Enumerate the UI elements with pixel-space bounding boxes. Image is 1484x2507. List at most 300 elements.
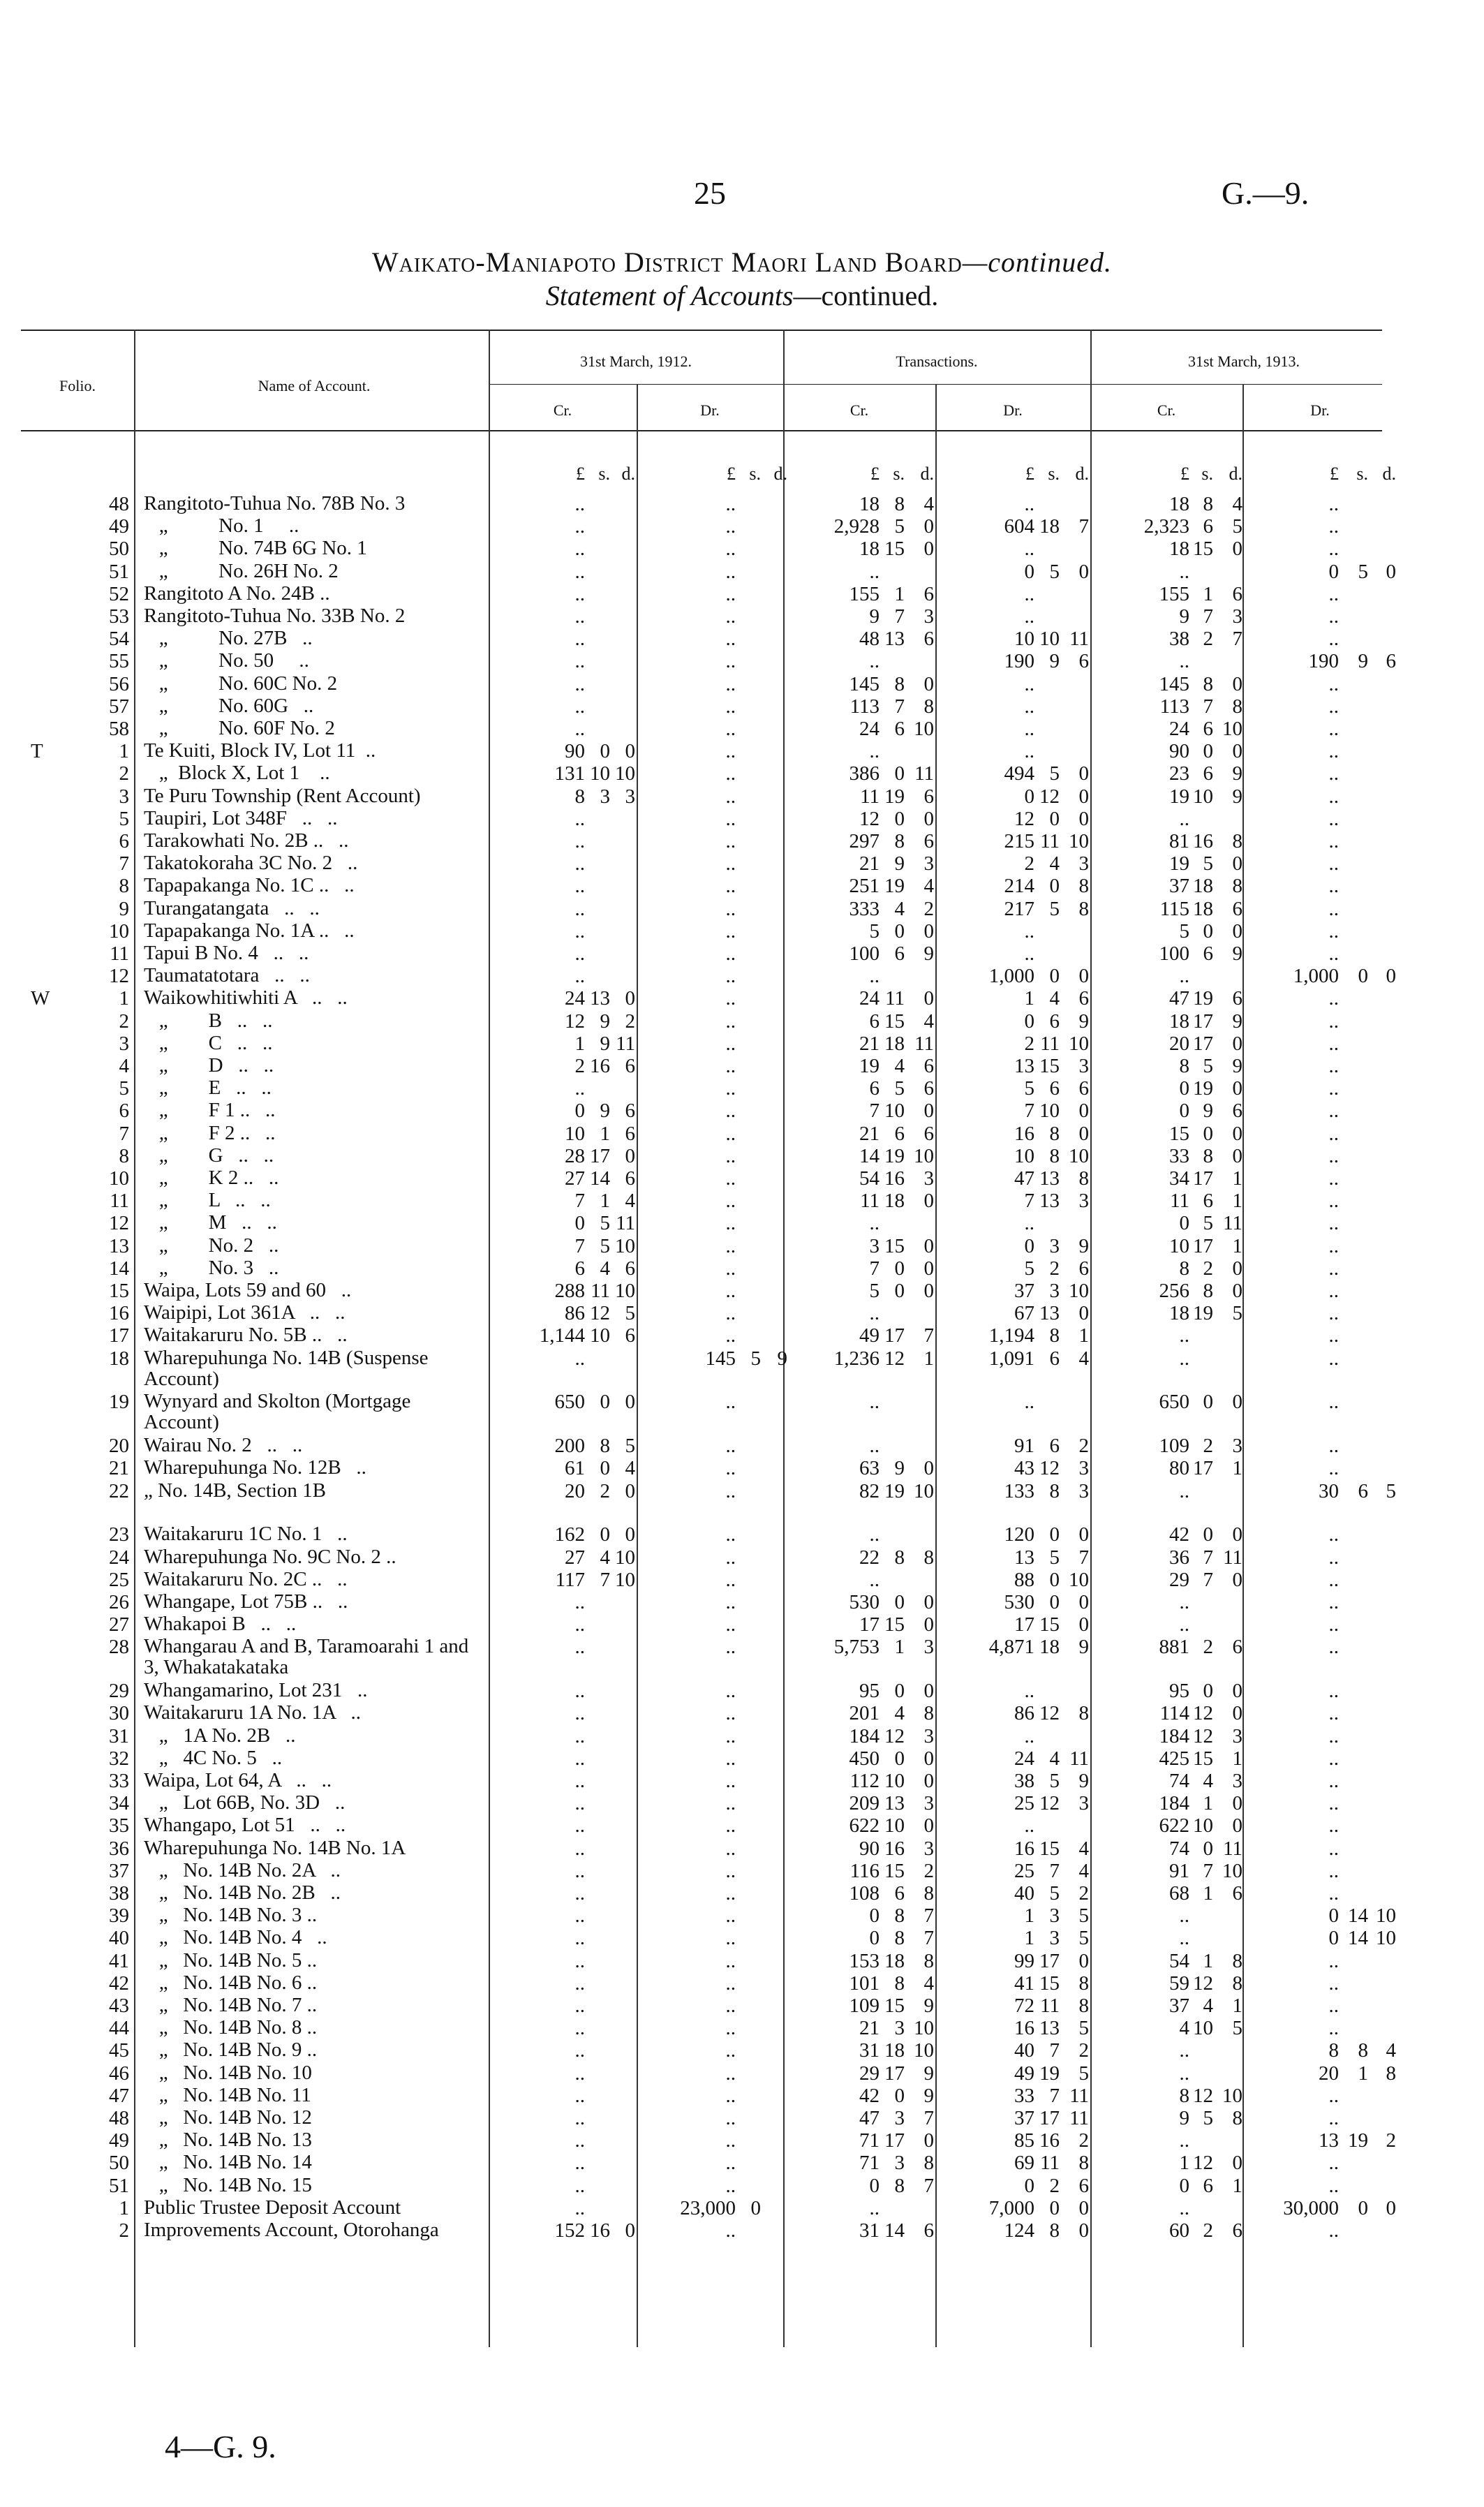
amount-tr-dr-pence: 8	[1078, 1167, 1089, 1190]
folio-number: 9	[119, 897, 129, 920]
amount-tr-cr-pence: 6	[923, 628, 934, 651]
amount-tr-dr-pence: 6	[1078, 650, 1089, 673]
amount-p2-cr-pence: 6	[1232, 2219, 1242, 2242]
amount-p2-dr-pounds: 30,000	[1283, 2196, 1339, 2219]
amount-p1-cr-shillings: 11	[591, 1280, 610, 1302]
amount-tr-cr-pounds: 209	[849, 1792, 880, 1815]
amount-p1-dr-pounds: ..	[725, 1881, 736, 1905]
amount-tr-dr-pounds: 38	[1014, 1769, 1034, 1792]
header-dr-2: Dr.	[1003, 401, 1023, 419]
amount-p1-cr-shillings: 14	[590, 1167, 610, 1190]
account-name: „ No. 14B No. 12	[144, 2106, 312, 2129]
folio-number: 4	[119, 1055, 129, 1077]
folio-number: 28	[109, 1636, 129, 1659]
account-name: „ F 2 .. ..	[144, 1121, 276, 1144]
folio-number: 45	[109, 2039, 129, 2062]
folio-number: 37	[109, 1859, 129, 1882]
amount-p1-dr-pounds: ..	[725, 965, 736, 988]
amount-p1-cr-pounds: ..	[574, 1972, 585, 1995]
amount-tr-cr-pounds: 153	[849, 1949, 880, 1972]
amount-p1-dr-pounds: ..	[725, 560, 736, 583]
amount-tr-cr-pounds: 622	[849, 1814, 880, 1837]
amount-tr-dr-pounds: 124	[1004, 2219, 1034, 2242]
folio-number: 13	[109, 1234, 129, 1257]
amount-p1-dr-pounds: ..	[725, 1167, 736, 1190]
amount-p2-cr-shillings: 0	[1203, 1680, 1213, 1703]
amount-tr-dr-pence: 10	[1069, 1280, 1089, 1302]
money-unit-p2-dr-0: £	[1330, 464, 1339, 484]
amount-tr-cr-shillings: 0	[894, 807, 905, 830]
account-name: „ No. 14B No. 13	[144, 2129, 312, 2152]
amount-tr-dr-pounds: ..	[1024, 493, 1034, 515]
account-name: „ No. 60C No. 2	[144, 672, 338, 695]
folio-number: 32	[109, 1747, 129, 1770]
amount-tr-dr-shillings: 0	[1049, 2196, 1060, 2219]
amount-p1-cr-pounds: ..	[574, 650, 585, 673]
amount-tr-cr-pence: 0	[923, 1280, 934, 1302]
amount-tr-dr-pence: 4	[1078, 1347, 1089, 1370]
amount-tr-dr-pounds: 10	[1014, 628, 1034, 651]
amount-tr-dr-shillings: 3	[1049, 1905, 1060, 1928]
amount-p2-cr-pence: 6	[1232, 987, 1242, 1010]
amount-tr-dr-pounds: 0	[1024, 1234, 1034, 1257]
amount-p1-cr-pounds: ..	[574, 582, 585, 605]
amount-p2-cr-pounds: 8	[1179, 1257, 1189, 1280]
amount-p2-cr-shillings: 6	[1203, 2174, 1213, 2197]
document-reference: G.—9.	[1222, 175, 1309, 211]
amount-tr-cr-pence: 8	[923, 1881, 934, 1905]
folio-number: 17	[109, 1324, 129, 1347]
amount-tr-cr-shillings: 7	[894, 695, 905, 718]
folio-number: 11	[110, 1190, 129, 1213]
folio-group: T	[31, 740, 43, 763]
amount-tr-cr-pounds: 31	[859, 2039, 880, 2062]
amount-p2-dr-pounds: ..	[1328, 1435, 1339, 1458]
amount-tr-cr-pence: 6	[923, 582, 934, 605]
amount-p2-cr-pounds: 91	[1169, 1859, 1189, 1882]
amount-tr-cr-shillings: 0	[894, 1257, 905, 1280]
amount-tr-cr-pounds: 112	[849, 1769, 880, 1792]
account-name: „ F 1 .. ..	[144, 1099, 276, 1122]
amount-p1-dr-pounds: ..	[725, 538, 736, 561]
amount-p2-cr-shillings: 19	[1193, 1077, 1213, 1100]
folio-number: 10	[109, 1167, 129, 1190]
amount-p2-dr-shillings: 0	[1358, 965, 1368, 988]
amount-tr-dr-pounds: 43	[1014, 1457, 1034, 1480]
amount-tr-dr-pounds: 13	[1014, 1546, 1034, 1569]
amount-tr-dr-shillings: 19	[1039, 2062, 1060, 2085]
amount-tr-dr-pounds: ..	[1024, 1724, 1034, 1747]
amount-p1-dr-shillings: 5	[750, 1347, 761, 1370]
amount-p1-cr-shillings: 16	[590, 1055, 610, 1077]
account-name: „ Block X, Lot 1 ..	[144, 762, 330, 785]
folio-number: 31	[109, 1724, 129, 1747]
amount-p2-cr-shillings: 12	[1193, 1724, 1213, 1747]
amount-p2-dr-shillings: 14	[1348, 1927, 1368, 1950]
amount-tr-dr-pence: 5	[1078, 1905, 1089, 1928]
amount-p2-cr-pounds: 90	[1169, 740, 1189, 763]
amount-p2-cr-pence: 3	[1232, 605, 1242, 628]
amount-p1-cr-pence: 0	[625, 1391, 635, 1414]
amount-p2-cr-shillings: 7	[1203, 695, 1213, 718]
amount-p2-cr-pounds: 184	[1159, 1724, 1189, 1747]
amount-tr-dr-pounds: ..	[1024, 1391, 1034, 1414]
money-unit-tr-cr-1: s.	[893, 464, 905, 484]
amount-p1-dr-pounds: ..	[725, 493, 736, 515]
amount-tr-cr-pence: 0	[923, 1769, 934, 1792]
amount-p1-cr-pounds: ..	[574, 2084, 585, 2107]
title-cont: —continued.	[962, 246, 1113, 278]
amount-tr-dr-shillings: 8	[1049, 1479, 1060, 1502]
amount-tr-dr-shillings: 0	[1049, 1568, 1060, 1591]
amount-p2-cr-pounds: ..	[1179, 1347, 1189, 1370]
amount-tr-cr-pounds: 6	[869, 1077, 880, 1100]
amount-p1-dr-pounds: ..	[725, 628, 736, 651]
amount-tr-cr-pounds: ..	[869, 2196, 880, 2219]
amount-tr-cr-shillings: 12	[884, 1724, 905, 1747]
amount-p1-dr-pounds: ..	[725, 1613, 736, 1636]
amount-tr-cr-pence: 7	[923, 1905, 934, 1928]
amount-p2-cr-pounds: ..	[1179, 2062, 1189, 2085]
amount-p2-dr-pounds: 20	[1319, 2062, 1339, 2085]
amount-p2-cr-pounds: 650	[1159, 1391, 1189, 1414]
amount-tr-dr-pounds: 217	[1004, 897, 1034, 920]
amount-p2-cr-shillings: 0	[1203, 919, 1213, 942]
folio-number: 1	[119, 740, 129, 763]
account-name: Waikowhitiwhiti A .. ..	[144, 986, 348, 1010]
amount-tr-cr-pounds: 7	[869, 1257, 880, 1280]
amount-p1-cr-shillings: 1	[600, 1122, 610, 1145]
folio-number: 19	[109, 1391, 129, 1414]
amount-p1-dr-pounds: ..	[725, 1837, 736, 1860]
folio-number: 6	[119, 830, 129, 852]
folio-number: 25	[109, 1568, 129, 1591]
amount-tr-cr-shillings: 9	[894, 1457, 905, 1480]
account-name: Te Puru Township (Rent Account)	[144, 784, 421, 807]
amount-tr-dr-shillings: 13	[1039, 1302, 1060, 1325]
amount-p2-dr-pence: 5	[1386, 1479, 1396, 1502]
amount-p1-cr-pounds: 0	[574, 1100, 585, 1123]
amount-p2-cr-pence: 9	[1232, 942, 1242, 965]
amount-tr-dr-pounds: 0	[1024, 1010, 1034, 1033]
amount-p2-cr-pence: 8	[1232, 830, 1242, 852]
account-name: Taupiri, Lot 348F .. ..	[144, 806, 338, 829]
amount-p2-cr-pounds: 34	[1169, 1167, 1189, 1190]
amount-p2-cr-shillings: 2	[1203, 1257, 1213, 1280]
amount-p2-cr-shillings: 0	[1203, 1523, 1213, 1546]
amount-p1-cr-pounds: ..	[574, 2196, 585, 2219]
amount-p1-dr-pounds: ..	[725, 1324, 736, 1347]
amount-p2-cr-pence: 0	[1232, 1814, 1242, 1837]
amount-p2-dr-pounds: ..	[1328, 1032, 1339, 1055]
folio-number: 43	[109, 1994, 129, 2017]
amount-p1-dr-pounds: ..	[725, 2152, 736, 2175]
amount-tr-cr-pence: 0	[923, 1814, 934, 1837]
amount-p2-dr-pounds: ..	[1328, 852, 1339, 875]
amount-p1-dr-pounds: ..	[725, 1302, 736, 1325]
amount-tr-dr-pounds: 33	[1014, 2084, 1034, 2107]
amount-tr-dr-pence: 9	[1078, 1234, 1089, 1257]
amount-p1-cr-pounds: ..	[574, 538, 585, 561]
amount-p2-cr-shillings: 1	[1203, 582, 1213, 605]
amount-tr-dr-shillings: 10	[1039, 628, 1060, 651]
amount-p1-dr-pounds: ..	[725, 1391, 736, 1414]
amount-p2-dr-shillings: 19	[1348, 2129, 1368, 2152]
amount-p2-dr-pounds: ..	[1328, 762, 1339, 785]
amount-p2-dr-pounds: 0	[1328, 560, 1339, 583]
amount-tr-dr-shillings: 0	[1049, 965, 1060, 988]
page-subtitle	[0, 279, 1484, 312]
amount-p2-cr-pence: 11	[1223, 1212, 1242, 1235]
amount-tr-dr-pence: 5	[1078, 1927, 1089, 1950]
amount-tr-dr-pence: 8	[1078, 1702, 1089, 1725]
amount-p2-cr-pounds: ..	[1179, 1927, 1189, 1950]
amount-tr-cr-pounds: 14	[859, 1144, 880, 1167]
account-name: Wynyard and Skolton (Mortgage Account)	[144, 1390, 411, 1434]
amount-tr-dr-shillings: 0	[1049, 807, 1060, 830]
amount-p2-cr-pence: 10	[1222, 718, 1242, 740]
amount-p1-dr-pounds: ..	[725, 942, 736, 965]
folio-number: 41	[109, 1949, 129, 1972]
amount-p2-dr-pounds: ..	[1328, 919, 1339, 942]
amount-tr-dr-pounds: 0	[1024, 785, 1034, 808]
amount-tr-cr-pounds: 155	[849, 582, 880, 605]
amount-p2-cr-pounds: 2,323	[1143, 515, 1189, 538]
folio-number: 26	[109, 1590, 129, 1613]
amount-p1-dr-pounds: ..	[725, 1769, 736, 1792]
amount-tr-cr-pence: 8	[923, 2152, 934, 2175]
folio-number: 48	[109, 2106, 129, 2129]
folio-number: 36	[109, 1837, 129, 1860]
amount-p1-cr-pounds: 6	[574, 1257, 585, 1280]
amount-tr-dr-pounds: 85	[1014, 2129, 1034, 2152]
amount-tr-cr-pounds: 95	[859, 1680, 880, 1703]
money-unit-p1-dr-0: £	[727, 464, 736, 484]
account-name: Improvements Account, Otorohanga	[144, 2218, 439, 2241]
amount-p2-cr-shillings: 5	[1203, 852, 1213, 875]
amount-p2-dr-pounds: ..	[1328, 1167, 1339, 1190]
folio-group: W	[31, 987, 50, 1010]
amount-tr-dr-pounds: 47	[1014, 1167, 1034, 1190]
account-name: „ No. 74B 6G No. 1	[144, 537, 367, 560]
amount-tr-cr-pence: 0	[923, 515, 934, 538]
amount-p2-cr-shillings: 8	[1203, 1144, 1213, 1167]
folio-number: 5	[119, 807, 129, 830]
amount-tr-dr-pence: 7	[1078, 515, 1089, 538]
amount-tr-dr-shillings: 5	[1049, 1546, 1060, 1569]
amount-p2-cr-shillings: 6	[1203, 515, 1213, 538]
amount-p2-cr-pence: 0	[1232, 1792, 1242, 1815]
amount-tr-cr-pounds: 101	[849, 1972, 880, 1995]
amount-tr-cr-pence: 0	[923, 538, 934, 561]
amount-p2-cr-shillings: 5	[1203, 1212, 1213, 1235]
amount-tr-cr-shillings: 5	[894, 1077, 905, 1100]
amount-p2-cr-pence: 9	[1232, 785, 1242, 808]
money-unit-tr-dr-0: £	[1025, 464, 1034, 484]
folio-number: 18	[109, 1347, 129, 1370]
amount-p2-cr-pounds: ..	[1179, 1613, 1189, 1636]
amount-p1-dr-pounds: ..	[725, 695, 736, 718]
amount-p2-dr-pounds: ..	[1328, 942, 1339, 965]
amount-p2-cr-pounds: 80	[1169, 1457, 1189, 1480]
amount-tr-cr-pounds: ..	[869, 1435, 880, 1458]
amount-tr-cr-pence: 6	[923, 1122, 934, 1145]
amount-p2-dr-pounds: ..	[1328, 1100, 1339, 1123]
amount-tr-cr-shillings: 18	[884, 1032, 905, 1055]
amount-p1-dr-pounds: 23,000	[680, 2196, 736, 2219]
amount-p2-dr-pence: 8	[1386, 2062, 1396, 2085]
amount-p1-dr-pounds: ..	[725, 762, 736, 785]
amount-tr-dr-shillings: 4	[1049, 1747, 1060, 1770]
amount-p2-cr-pounds: 100	[1159, 942, 1189, 965]
amount-p2-cr-pounds: 256	[1159, 1280, 1189, 1302]
amount-p2-cr-pence: 0	[1232, 1032, 1242, 1055]
amount-tr-cr-pence: 0	[923, 1100, 934, 1123]
amount-p2-cr-pence: 8	[1232, 1972, 1242, 1995]
amount-tr-dr-pounds: 16	[1014, 1122, 1034, 1145]
amount-p1-cr-pounds: ..	[574, 672, 585, 695]
amount-tr-dr-pounds: 1,000	[988, 965, 1034, 988]
amount-tr-cr-shillings: 0	[894, 1280, 905, 1302]
amount-p1-dr-pounds: ..	[725, 2106, 736, 2129]
amount-tr-dr-pence: 2	[1078, 1881, 1089, 1905]
amount-tr-dr-pounds: 214	[1004, 875, 1034, 898]
amount-p2-dr-pounds: 1,000	[1293, 965, 1339, 988]
amount-tr-dr-pence: 4	[1078, 1837, 1089, 1860]
amount-p2-cr-pounds: 18	[1169, 1010, 1189, 1033]
amount-tr-cr-shillings: 9	[894, 852, 905, 875]
amount-p2-cr-pence: 0	[1232, 1122, 1242, 1145]
amount-tr-cr-pounds: 31	[859, 2219, 880, 2242]
amount-tr-cr-shillings: 0	[894, 919, 905, 942]
amount-p2-dr-pounds: 0	[1328, 1905, 1339, 1928]
amount-p2-cr-pounds: 29	[1169, 1568, 1189, 1591]
amount-p1-cr-pounds: 27	[565, 1167, 585, 1190]
amount-p2-cr-pence: 8	[1232, 1949, 1242, 1972]
amount-p1-cr-pounds: ..	[574, 1949, 585, 1972]
amount-tr-cr-shillings: 3	[894, 2106, 905, 2129]
amount-p2-cr-pounds: 115	[1159, 897, 1189, 920]
amount-p2-dr-pounds: ..	[1328, 740, 1339, 763]
header-dr-1: Dr.	[700, 401, 720, 419]
amount-p2-cr-shillings: 19	[1193, 1302, 1213, 1325]
amount-tr-dr-shillings: 6	[1049, 1010, 1060, 1033]
amount-p2-cr-pounds: 8	[1179, 2084, 1189, 2107]
amount-p1-dr-pounds: ..	[725, 1055, 736, 1077]
account-name: „ No. 14B No. 10	[144, 2061, 312, 2084]
amount-p1-cr-shillings: 5	[600, 1212, 610, 1235]
amount-tr-cr-shillings: 4	[894, 897, 905, 920]
header-cr-1: Cr.	[553, 401, 572, 419]
amount-p2-cr-pence: 0	[1232, 1391, 1242, 1414]
account-name: Rangitoto-Tuhua No. 33B No. 2	[144, 605, 406, 627]
amount-tr-dr-pence: 2	[1078, 2129, 1089, 2152]
amount-tr-dr-shillings: 13	[1039, 1190, 1060, 1213]
amount-tr-dr-pence: 6	[1078, 987, 1089, 1010]
amount-tr-dr-shillings: 15	[1039, 1972, 1060, 1995]
amount-p2-cr-pence: 0	[1232, 1680, 1242, 1703]
amount-p2-cr-shillings: 10	[1193, 2017, 1213, 2040]
amount-tr-cr-shillings: 8	[894, 493, 905, 515]
amount-p2-cr-pounds: 95	[1169, 1680, 1189, 1703]
account-name: Tarakowhati No. 2B .. ..	[144, 829, 349, 852]
amount-p2-cr-pounds: 8	[1179, 1055, 1189, 1077]
amount-p2-cr-shillings: 12	[1193, 1702, 1213, 1725]
amount-tr-dr-pence: 0	[1078, 1949, 1089, 1972]
amount-p2-cr-pence: 4	[1232, 493, 1242, 515]
amount-tr-dr-pounds: 5	[1024, 1077, 1034, 1100]
amount-p2-cr-shillings: 0	[1203, 1122, 1213, 1145]
amount-tr-dr-pence: 5	[1078, 2017, 1089, 2040]
header-period1: 31st March, 1912.	[579, 353, 692, 370]
amount-tr-cr-pence: 10	[914, 2039, 934, 2062]
amount-tr-cr-pounds: 9	[869, 605, 880, 628]
amount-tr-cr-pence: 3	[923, 1167, 934, 1190]
amount-p2-cr-pence: 5	[1232, 1302, 1242, 1325]
amount-p1-cr-pounds: ..	[574, 1724, 585, 1747]
amount-p1-cr-shillings: 8	[600, 1435, 610, 1458]
amount-p1-cr-pounds: 7	[574, 1234, 585, 1257]
amount-p2-cr-pence: 6	[1232, 1100, 1242, 1123]
amount-tr-cr-pence: 3	[923, 1837, 934, 1860]
amount-tr-dr-pounds: 10	[1014, 1144, 1034, 1167]
amount-tr-cr-pounds: 109	[849, 1994, 880, 2017]
amount-tr-dr-shillings: 2	[1049, 2174, 1060, 2197]
amount-tr-dr-pence: 3	[1078, 1457, 1089, 1480]
amount-tr-cr-pence: 7	[923, 2174, 934, 2197]
amount-tr-dr-shillings: 13	[1039, 2017, 1060, 2040]
amount-p1-dr-pounds: ..	[725, 740, 736, 763]
amount-tr-cr-shillings: 18	[884, 2039, 905, 2062]
amount-tr-dr-pounds: 1,194	[988, 1324, 1034, 1347]
amount-p1-cr-pence: 6	[625, 1122, 635, 1145]
amount-tr-dr-pounds: ..	[1024, 919, 1034, 942]
amount-tr-cr-shillings: 8	[894, 1546, 905, 1569]
amount-tr-cr-pounds: 12	[859, 807, 880, 830]
amount-p2-cr-pounds: 114	[1159, 1702, 1189, 1725]
money-unit-p2-dr-2: d.	[1382, 464, 1396, 484]
amount-p2-dr-pounds: ..	[1328, 1457, 1339, 1480]
folio-number: 56	[109, 672, 129, 695]
amount-p2-dr-pounds: ..	[1328, 2219, 1339, 2242]
amount-p1-cr-pounds: ..	[574, 1702, 585, 1725]
amount-tr-cr-pounds: 145	[849, 672, 880, 695]
folio-number: 39	[109, 1905, 129, 1928]
account-name: Rangitoto A No. 24B ..	[144, 582, 330, 605]
header-period2: 31st March, 1913.	[1187, 353, 1300, 370]
money-unit-tr-cr-2: d.	[920, 464, 934, 484]
folio-number: 14	[109, 1257, 129, 1280]
amount-p2-dr-pounds: ..	[1328, 1769, 1339, 1792]
amount-p1-dr-pounds: ..	[725, 1280, 736, 1302]
amount-p2-cr-pence: 6	[1232, 1881, 1242, 1905]
amount-p1-cr-pounds: ..	[574, 560, 585, 583]
account-name: „ No. 3 ..	[144, 1256, 279, 1279]
amount-p2-cr-pounds: 0	[1179, 1100, 1189, 1123]
amount-p2-cr-shillings: 17	[1193, 1234, 1213, 1257]
amount-tr-dr-pence: 10	[1069, 1144, 1089, 1167]
amount-tr-cr-pence: 2	[923, 1859, 934, 1882]
amount-tr-dr-pence: 11	[1069, 2084, 1089, 2107]
amount-p1-cr-pence: 0	[625, 1523, 635, 1546]
amount-p1-cr-pounds: 162	[554, 1523, 585, 1546]
folio-number: 42	[109, 1972, 129, 1995]
amount-p1-dr-pounds: ..	[725, 515, 736, 538]
amount-tr-cr-shillings: 10	[884, 1814, 905, 1837]
amount-p1-cr-pounds: ..	[574, 2152, 585, 2175]
amount-tr-cr-pounds: 71	[859, 2129, 880, 2152]
amount-tr-dr-pence: 2	[1078, 1435, 1089, 1458]
